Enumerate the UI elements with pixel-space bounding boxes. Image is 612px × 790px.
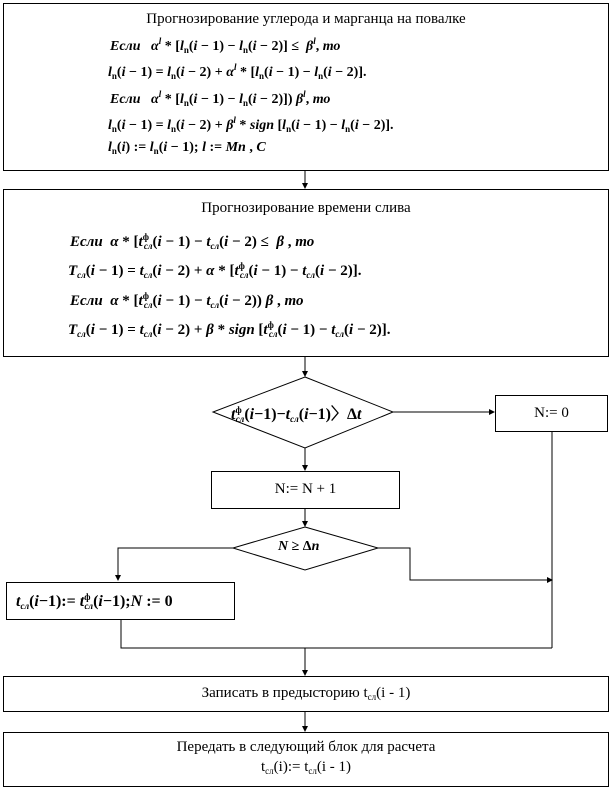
line-merge xyxy=(121,620,552,648)
box1-line2: $l_n(i - 1) = l_n(i - 2) + \alpha^l * [l_n(i - 1) - l_n(i - 2)]$. xyxy=(108,62,367,81)
pass-line2: $t_{сл}(i):= t_{сл}(i - 1)$ xyxy=(260,759,352,776)
box2-line1: Если $\alpha * [t^ф_{сл}(i - 1) - t_{сл}(i - 2) \le \beta$ , то xyxy=(70,232,315,251)
set-n-zero-box xyxy=(495,395,608,432)
box1-line5: $l_n(i)$ := $l_n(i - 1)$; l := Mn , C xyxy=(108,140,266,156)
box1-line1: Если $\alpha^l * [l_n(i - 1) - l_n(i - 2)] \le \beta^l$, то xyxy=(110,36,341,55)
box1-title: Прогнозирование углерода и марганца на повалке xyxy=(146,11,466,27)
box2-line2: $T_{сл}(i - 1) = t_{сл}(i - 2) + \alpha * [t^ф_{сл}(i - 1) - t_{сл}(i - 2)]$. xyxy=(68,261,362,280)
pass-next-block-box xyxy=(3,732,609,787)
box2-title: Прогнозирование времени слива xyxy=(201,200,411,216)
box1-line3: Если $\alpha^l * [l_n(i - 1) - l_n(i - 2)]$) $\beta^l$, то xyxy=(110,89,331,108)
box2-line3: Если $\alpha * [t^ф_{сл}(i - 1) - t_{сл}(i - 2))$ β , то xyxy=(70,291,304,310)
box1-line4: $l_n(i - 1) = l_n(i - 2) + \beta^l$ * sign $[l_n(i - 1) - l_n(i - 2)]$. xyxy=(108,115,394,134)
n0-label: N:= 0 xyxy=(534,405,569,421)
increment-n-box xyxy=(211,471,400,509)
arrow-diamond2-assign xyxy=(118,548,233,580)
write-history-box xyxy=(3,676,609,712)
write-label: Записать в предысторию $t_{сл}(i - 1)$ xyxy=(201,685,411,702)
arrow-diamond2-join xyxy=(378,548,552,580)
diamond2-label: N ≥ Δn xyxy=(278,539,320,554)
box2-line4: $T_{сл}(i - 1) = t_{сл}(i - 2) + \beta$ * sign $[t^ф_{сл}(i - 1) - t_{сл}(i - 2)]$. xyxy=(68,320,391,339)
assign-label: $t_{сл}(i-1):=$ $t^ф_{сл}(i-1);N$ := 0 xyxy=(16,592,173,611)
ninc-label: N:= N + 1 xyxy=(274,481,337,497)
carbon-manganese-forecast-box xyxy=(3,3,609,171)
pass-line1: Передать в следующий блок для расчета xyxy=(176,739,436,755)
diamond1-label: $t^ф_{сл}(i-1)-t_{сл}(i-1)$〉Δt xyxy=(231,405,362,424)
